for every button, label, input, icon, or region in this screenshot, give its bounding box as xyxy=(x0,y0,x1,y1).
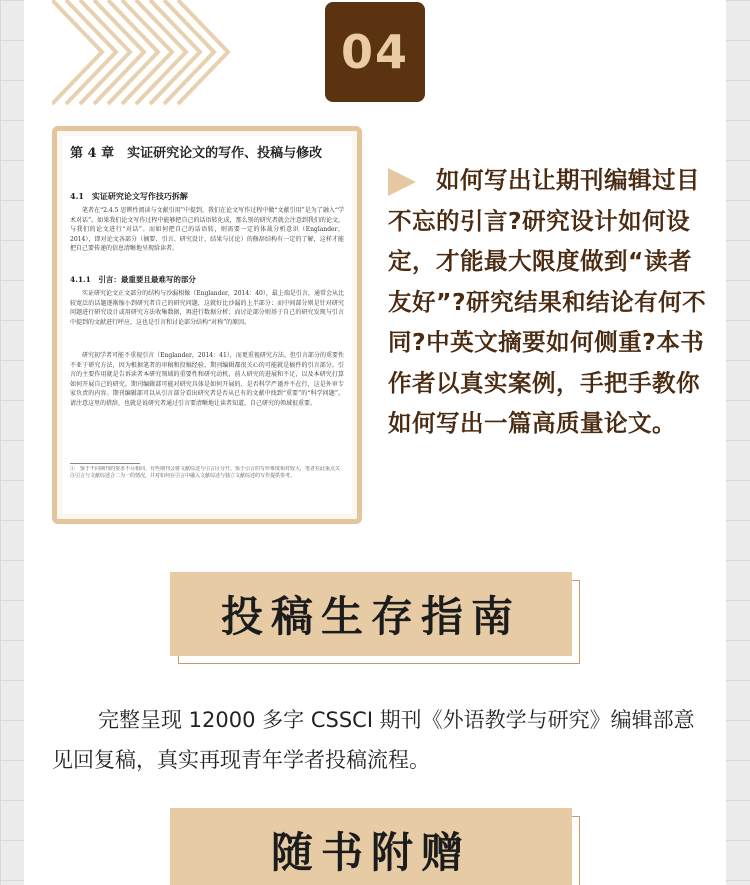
book-page xyxy=(62,136,352,514)
banner-title: 随书附赠 xyxy=(170,808,572,885)
chevron-decoration-icon xyxy=(52,0,232,105)
footnote-rule xyxy=(70,463,140,464)
description-text: 完整呈现 12000 多字 CSSCI 期刊《外语教学与研究》编辑部意见回复稿，真实再现青年学者投稿流程。 xyxy=(52,708,695,772)
intro-text: 如何写出让期刊编辑过目不忘的引言?研究设计如何设定，才能最大限度做到“读者友好”?研究结果和结论有何不同?中英文摘要如何侧重?本书作者以真实案例，手把手教你如何写出一篇高质量论文。 xyxy=(388,166,707,437)
book-subsection-title: 4.1.1 引言：最重要且最难写的部分 xyxy=(70,275,196,284)
book-paragraph-3: 研究初学者可能不重视引言（Englander，2014：41），而更重视研究方法。但引言部分的重要性不亚于研究方法，因为根据笔者的审稿和投稿经验，期刊编辑都很关心的可能就是稿件的引言部分。引言的主要作用就是告诉读者本研究领域的重要性和研究动机，前人研究的进展和不足，以及本研究打算如何开展自己的研究。期刊编辑部可能对研究具体是如何开展的、是否科学严谨并不在行，这是外审专家负责的内容。期刊编辑部可以从引言部分看出研究者是否从已有的文献中找到“重要”的“科学问题”。请注意这里的措辞，也就是说研究者通过引言要清晰地让读者知道，自己研究的领域很重要。 xyxy=(70,352,344,407)
book-footnote: ① 鉴于不同期刊的要求不尽相同，有些期刊会将文献综述与引言区分开。鉴于引言的写作难度相对较大，笔者在此重点关注引言与文献综述合二为一的情况，并对如何在引言中融入文献综述与独立文献综述的写作提供参考。 xyxy=(70,466,341,479)
book-paragraph-1: 笔者在“2.4.5 思辨性阅读与文献引用”中提到，我们在论文写作过程中做“文献引用”是为了融入“学术对话”。如果我们论文写作过程中能够把自己的话语转化成，那么别的研究者就会注意到我们的论文，与我们的论文进行“对话”。而如何把自己的话语转，则需要一定的体裁分析意识（Englander，2014），即对论文各部分（摘要、引言、研究设计、结果与讨论）的修辞结构有一定的了解，这样才能把自己要传递的信息清晰地呈现给读者。 xyxy=(70,207,344,253)
banner-submission-guide xyxy=(170,572,580,664)
banner-title: 投稿生存指南 xyxy=(170,572,572,656)
book-page-preview xyxy=(52,126,362,524)
book-section-title: 4.1 实证研究论文写作技巧拆解 xyxy=(70,191,188,201)
book-paragraph-2: 实证研究论文正文部分的结构与沙漏相像（Englander，2014：40），最上端是引言，通常会从比较宽泛的话题逐渐缩小到研究者自己的研究问题，这就好比沙漏的上半部分；而中间部分则是针对研究问题进行研究设计或用研究方法收集数据，再进行数据分析；而讨论部分则基于自己的研究发现与引言中提到的文献进行呼应，这也是引言和讨论部分结构“对称”的原因。 xyxy=(70,290,344,326)
banner-bonus xyxy=(170,808,580,885)
section-number-badge: 04 xyxy=(325,2,425,102)
book-chapter-title: 第 4 章 实证研究论文的写作、投稿与修改 xyxy=(70,146,323,161)
